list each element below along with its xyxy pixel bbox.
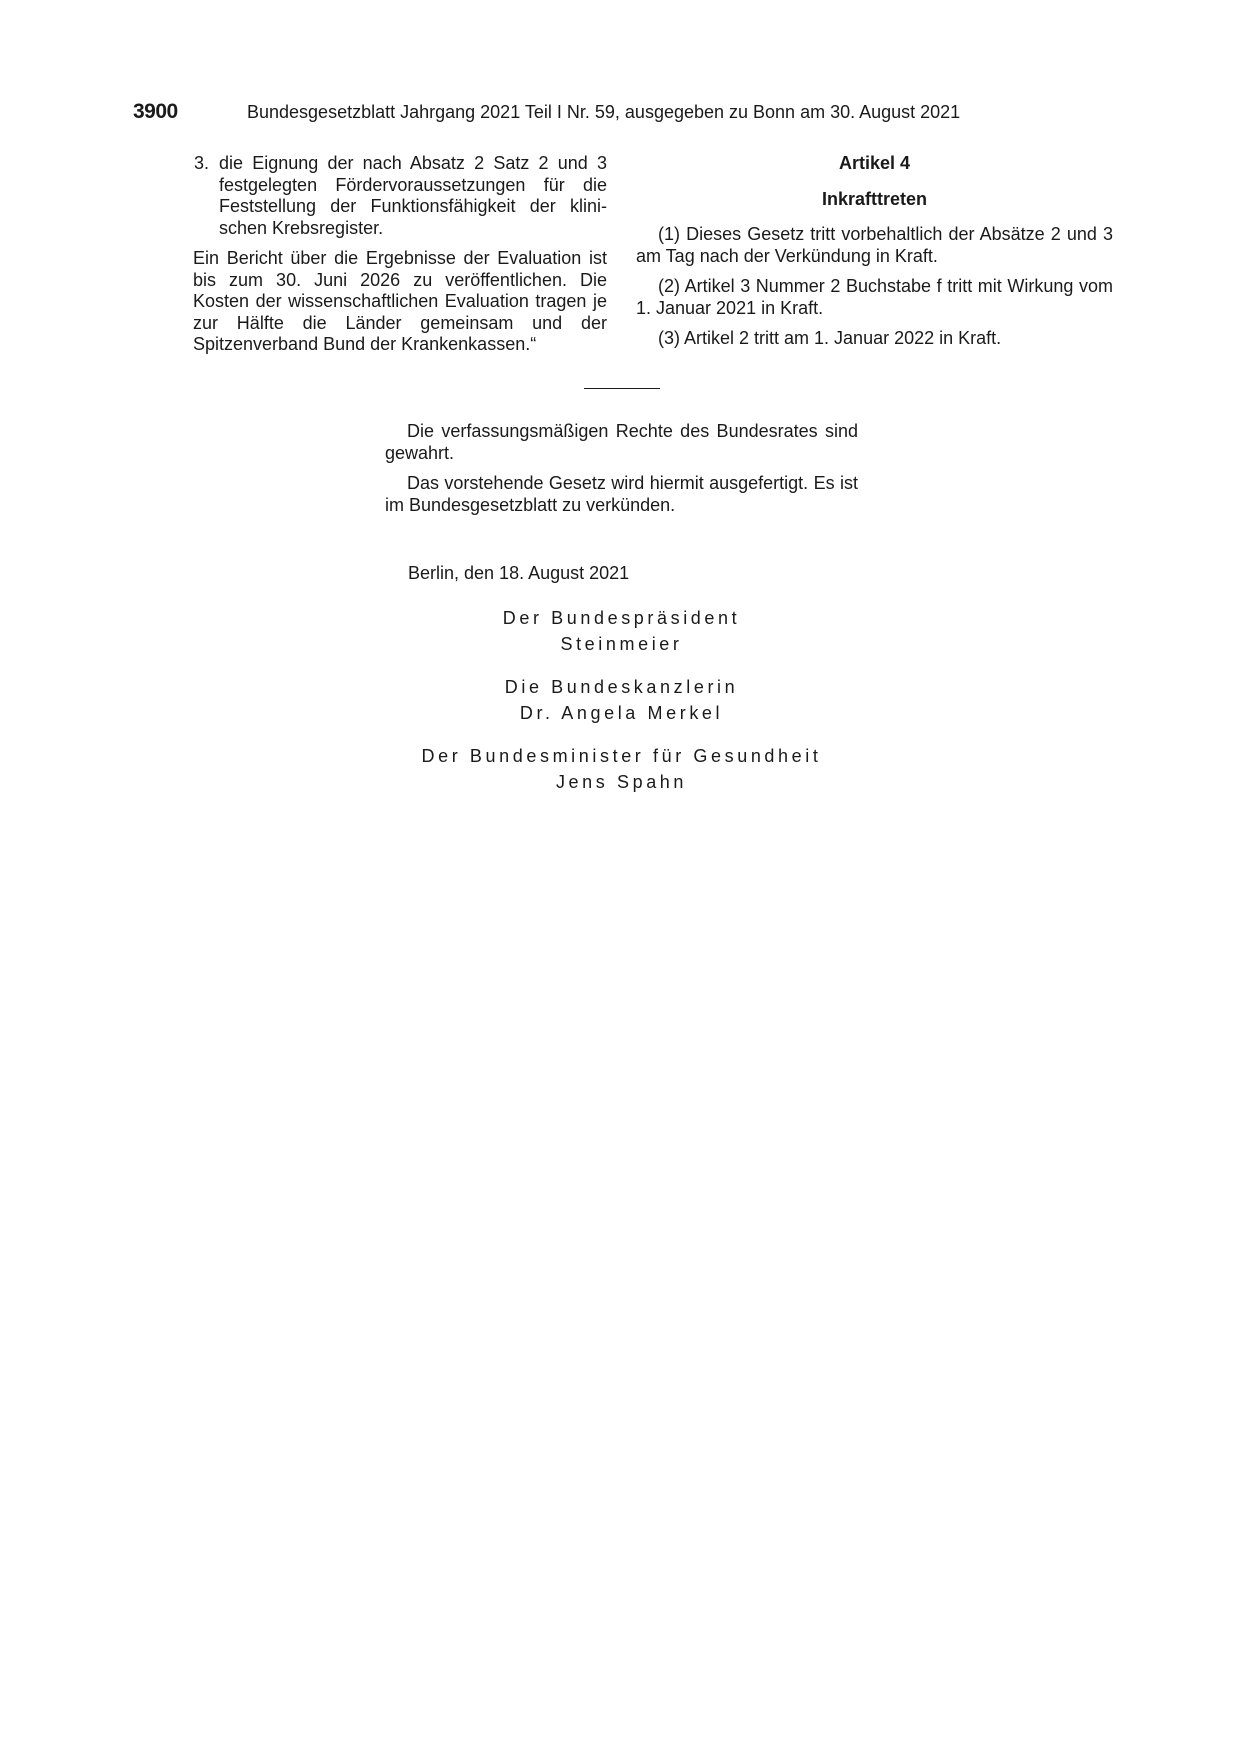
article-paragraph-3: (3) Artikel 2 tritt am 1. Januar 2022 in Kraft. — [658, 328, 1002, 348]
signatory-name: Dr. Angela Merkel — [519, 702, 724, 723]
signatures — [385, 606, 858, 813]
closing-statements — [385, 421, 858, 525]
rights-statement: Die verfassungsmäßigen Rechte des Bundesrates sind gewahrt. — [385, 421, 858, 463]
article-paragraph-2: (2) Artikel 3 Nummer 2 Buchstabe f tritt mit Wirkung vom 1. Januar 2021 in Kraft. — [636, 276, 1113, 318]
page-number: 3900 — [133, 100, 178, 123]
left-column — [194, 153, 607, 365]
signatory-name: Jens Spahn — [555, 771, 688, 792]
article-title: Inkrafttreten — [821, 188, 928, 209]
signatory-title: Der Bundespräsident — [502, 608, 741, 628]
running-header: Bundesgesetzblatt Jahrgang 2021 Teil I Nr. 59, ausgegeben zu Bonn am 30. August 2021 — [247, 102, 961, 122]
signatory-title: Der Bundesminister für Gesundheit — [421, 746, 822, 766]
evaluation-report-paragraph: Ein Bericht über die Ergebnisse der Evaluation ist bis zum 30. Juni 2026 zu veröffentlichen. Die Kosten der wissenschaftlichen Evaluation tragen je zur Hälfte die Länder gemeinsam und der Spitzenverband Bund der Krankenkassen.“ — [193, 248, 607, 354]
place-date: Berlin, den 18. August 2021 — [408, 563, 630, 583]
list-item-text: die Eignung der nach Absatz 2 Satz 2 und 3 festgelegten Fördervoraussetzungen für die Feststellung der Funktionsfähigkeit der klinischen Krebsregister. — [219, 153, 607, 238]
article-heading: Artikel 4 — [838, 153, 911, 173]
signatory-name: Steinmeier — [560, 633, 683, 654]
execution-statement: Das vorstehende Gesetz wird hiermit ausgefertigt. Es ist im Bundesgesetzblatt zu verkünden. — [385, 473, 858, 515]
right-column — [636, 153, 1113, 359]
list-item — [194, 153, 607, 239]
section-divider — [584, 388, 660, 389]
article-paragraph-1: (1) Dieses Gesetz tritt vorbehaltlich der Absätze 2 und 3 am Tag nach der Verkündung in Kraft. — [636, 224, 1113, 266]
signature-block — [385, 675, 858, 726]
signature-block — [385, 744, 858, 795]
list-item-number: 3. — [194, 153, 210, 173]
signature-block — [385, 606, 858, 657]
signatory-title: Die Bundeskanzlerin — [504, 677, 739, 697]
